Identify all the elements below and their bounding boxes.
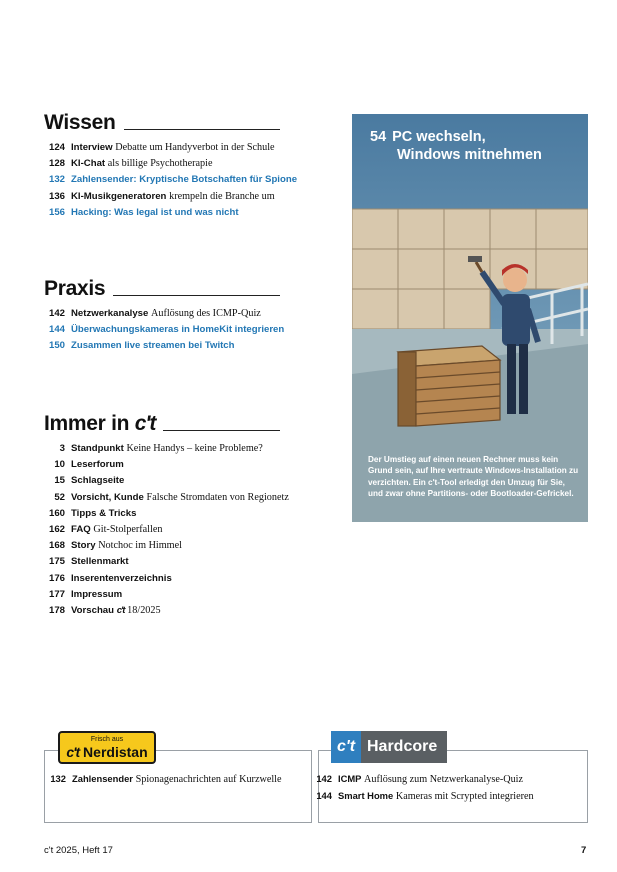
toc-entry[interactable]: 177 Impressum [48, 588, 123, 600]
cover-page-number: 54 [370, 129, 387, 145]
hardcore-badge: c't Hardcore [331, 731, 447, 763]
toc-entry[interactable]: 178 Vorschau c't 18/2025 [48, 605, 161, 617]
toc-entry[interactable]: 162 FAQ Git-Stolperfallen [48, 524, 163, 536]
toc-entry[interactable]: 175 Stellenmarkt [48, 556, 129, 568]
toc-entry[interactable]: 160 Tipps & Tricks [48, 507, 137, 519]
ct-logo: c't [331, 731, 361, 763]
toc-entry-highlight[interactable]: 144 Überwachungskameras in HomeKit integrieren [48, 324, 285, 336]
toc-entry-highlight[interactable]: 156 Hacking: Was legal ist und was nicht [48, 206, 239, 218]
section-wissen [44, 110, 298, 221]
section-praxis [44, 276, 285, 355]
toc-entry[interactable]: 52 Vorsicht, Kunde Falsche Stromdaten von Regionetz [54, 491, 289, 503]
section-title: Praxis [44, 277, 106, 300]
toc-entry-highlight[interactable]: 150 Zusammen live streamen bei Twitch [48, 340, 235, 352]
toc-entry-highlight[interactable]: 132 Zahlensender: Kryptische Botschaften für Spione [48, 174, 298, 186]
toc-entry[interactable]: 124 Interview Debatte um Handyverbot in der Schule [48, 142, 275, 153]
toc-entry[interactable]: 10 Leserforum [54, 459, 124, 471]
section-rule [124, 129, 280, 130]
toc-entry[interactable]: 168 Story Notchoc im Himmel [48, 540, 182, 552]
section-heading [44, 110, 280, 134]
toc-list [44, 306, 285, 355]
toc-entry[interactable]: 15 Schlagseite [54, 475, 125, 487]
cover-caption: Der Umstieg auf einen neuen Rechner muss kein Grund sein, auf Ihre vertraute Windows-Installation zu verzichten. Ein c't-Tool erledigt den Umzug für Sie, und zwar ohne Partitions- oder Bootloader-Gefrickel. [368, 455, 579, 498]
issue-label: c't 2025, Heft 17 [44, 845, 113, 856]
ct-logo: c't [66, 744, 80, 760]
cover-headline: 54 PC wechseln, Windows mitnehmen [370, 129, 542, 163]
section-title: Wissen [44, 111, 116, 134]
toc-entry[interactable]: 3 Standpunkt Keine Handys – keine Probleme? [59, 443, 263, 454]
section-rule [163, 430, 280, 431]
section-rule [113, 295, 280, 296]
toc-list [44, 140, 298, 221]
toc-entry[interactable]: 144 Smart Home Kameras mit Scrypted integrieren [316, 790, 534, 803]
section-title: Immer in c't [44, 412, 156, 435]
toc-entry[interactable]: 176 Inserentenverzeichnis [48, 572, 172, 584]
section-heading [44, 276, 280, 300]
cover-story-teaser[interactable] [352, 114, 588, 522]
section-heading [44, 411, 280, 435]
nerdistan-badge: Frisch aus c't Nerdistan [58, 731, 156, 764]
ct-logo: c't [116, 605, 125, 617]
toc-list [311, 771, 534, 805]
section-immer-in-ct [44, 411, 289, 619]
toc-entry[interactable]: 136 KI-Musikgeneratoren krempeln die Branche um [48, 190, 275, 202]
toc-entry[interactable]: 142 Netzwerkanalyse Auflösung des ICMP-Quiz [48, 308, 261, 319]
toc-list [44, 441, 289, 619]
toc-entry[interactable]: 128 KI-Chat als billige Psychotherapie [48, 158, 213, 170]
toc-entry[interactable]: 142 ICMP Auflösung zum Netzwerkanalyse-Quiz [316, 773, 524, 785]
ct-logo: c't [134, 412, 156, 435]
page-number: 7 [581, 845, 587, 856]
toc-list [45, 771, 282, 788]
toc-entry[interactable]: 132 Zahlensender Spionagenachrichten auf Kurzwelle [50, 773, 282, 785]
